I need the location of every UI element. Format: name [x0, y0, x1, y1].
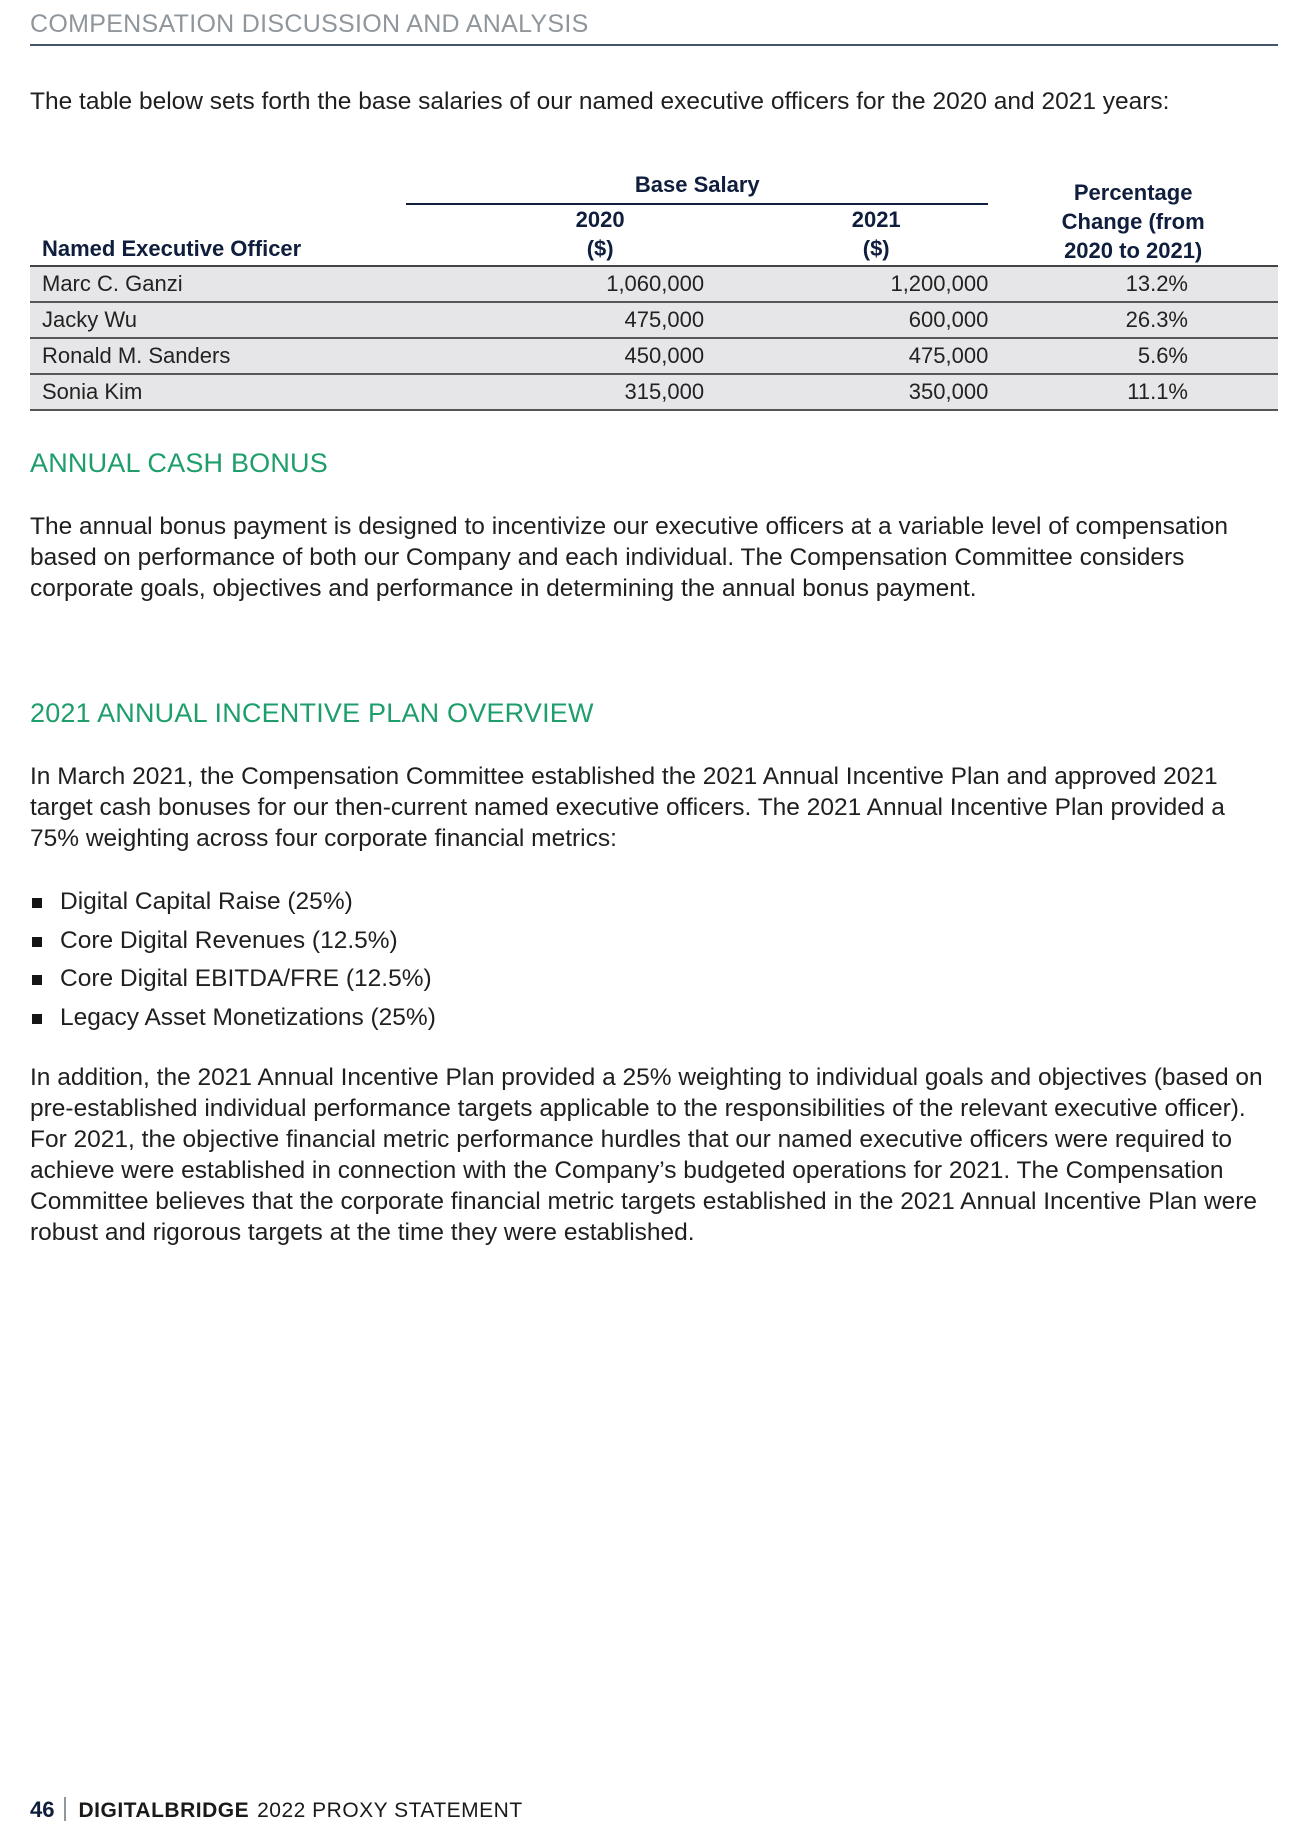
- salary-2020: 450,000: [406, 338, 704, 374]
- officer-name: Sonia Kim: [30, 374, 406, 410]
- pct-header-line-1: Percentage: [1073, 180, 1193, 205]
- pct-change: 26.3%: [988, 302, 1278, 338]
- incentive-plan-heading: 2021 ANNUAL INCENTIVE PLAN OVERVIEW: [30, 698, 594, 728]
- salary-2021: 475,000: [704, 338, 988, 374]
- square-bullet-icon: [32, 1014, 42, 1024]
- annual-cash-bonus-heading: ANNUAL CASH BONUS: [30, 448, 328, 478]
- year-2021-header: [704, 204, 988, 266]
- salary-2021: 600,000: [704, 302, 988, 338]
- salary-2020: 315,000: [406, 374, 704, 410]
- salary-2021: 350,000: [704, 374, 988, 410]
- table-row: [30, 266, 1278, 302]
- incentive-plan-intro: In March 2021, the Compensation Committee established the 2021 Annual Incentive Plan and approved 2021 target cash bonuses for our then-current named executive officers. The 2021 Annual Incentive Plan provided a 75% weighting across four corporate financial metrics:: [30, 763, 1225, 852]
- square-bullet-icon: [32, 937, 42, 947]
- year-2020-unit: ($): [586, 236, 614, 261]
- list-item: [30, 922, 436, 961]
- pct-change-header: [988, 170, 1278, 266]
- year-2021-label: 2021: [851, 207, 901, 232]
- footer-divider: [64, 1797, 66, 1821]
- year-2020-label: 2020: [575, 207, 625, 232]
- footer-brand: DIGITALBRIDGE: [78, 1799, 250, 1822]
- table-intro-text: The table below sets forth the base salaries of our named executive officers for the 2020 and 2021 years:: [30, 88, 1170, 115]
- salary-2021: 1,200,000: [704, 266, 988, 302]
- year-2020-header: [406, 204, 704, 266]
- list-item: [30, 999, 436, 1038]
- base-salary-table: [30, 170, 1278, 411]
- officer-name: Marc C. Ganzi: [30, 266, 406, 302]
- salary-2020: 475,000: [406, 302, 704, 338]
- square-bullet-icon: [32, 898, 42, 908]
- financial-metrics-list: [30, 883, 436, 1037]
- pct-change: 13.2%: [988, 266, 1278, 302]
- metric-label: Digital Capital Raise (25%): [60, 888, 353, 915]
- table-row: [30, 374, 1278, 410]
- running-header-title: COMPENSATION DISCUSSION AND ANALYSIS: [30, 10, 589, 38]
- table-row: [30, 338, 1278, 374]
- officer-name: Ronald M. Sanders: [30, 338, 406, 374]
- table-header-spacer: [30, 170, 406, 204]
- table-row: [30, 302, 1278, 338]
- footer-document-title: 2022 PROXY STATEMENT: [257, 1799, 523, 1822]
- pct-change: 5.6%: [988, 338, 1278, 374]
- metric-label: Core Digital EBITDA/FRE (12.5%): [60, 965, 432, 992]
- list-item: [30, 960, 436, 999]
- pct-header-line-2: Change (from: [1061, 209, 1205, 234]
- list-item: [30, 883, 436, 922]
- officer-name: Jacky Wu: [30, 302, 406, 338]
- salary-2020: 1,060,000: [406, 266, 704, 302]
- annual-cash-bonus-text: The annual bonus payment is designed to incentivize our executive officers at a variable level of compensation based on performance of both our Company and each individual. The Compensation Committee considers corporate goals, objectives and performance in determining the annual bonus payment.: [30, 513, 1229, 602]
- pct-header-line-3: 2020 to 2021): [1064, 238, 1203, 263]
- incentive-plan-closing: In addition, the 2021 Annual Incentive Plan provided a 25% weighting to individual goals and objectives (based on pre-established individual performance targets applicable to the responsibilities of the relevant executive officer). For 2021, the objective financial metric performance hurdles that our named executive officers were required to achieve were established in connection with the Company’s budgeted operations for 2021. The Compensation Committee believes that the corporate financial metric targets established in the 2021 Annual Incentive Plan were robust and rigorous targets at the time they were established.: [30, 1064, 1263, 1246]
- base-salary-group-header: Base Salary: [406, 170, 988, 204]
- pct-change: 11.1%: [988, 374, 1278, 410]
- metric-label: Core Digital Revenues (12.5%): [60, 926, 398, 954]
- metric-label: Legacy Asset Monetizations (25%): [60, 1003, 436, 1031]
- name-column-header: Named Executive Officer: [30, 204, 406, 266]
- page-number: 46: [30, 1797, 55, 1822]
- square-bullet-icon: [32, 975, 42, 985]
- page-footer: [30, 1797, 523, 1823]
- header-rule: [30, 44, 1278, 46]
- year-2021-unit: ($): [862, 236, 890, 261]
